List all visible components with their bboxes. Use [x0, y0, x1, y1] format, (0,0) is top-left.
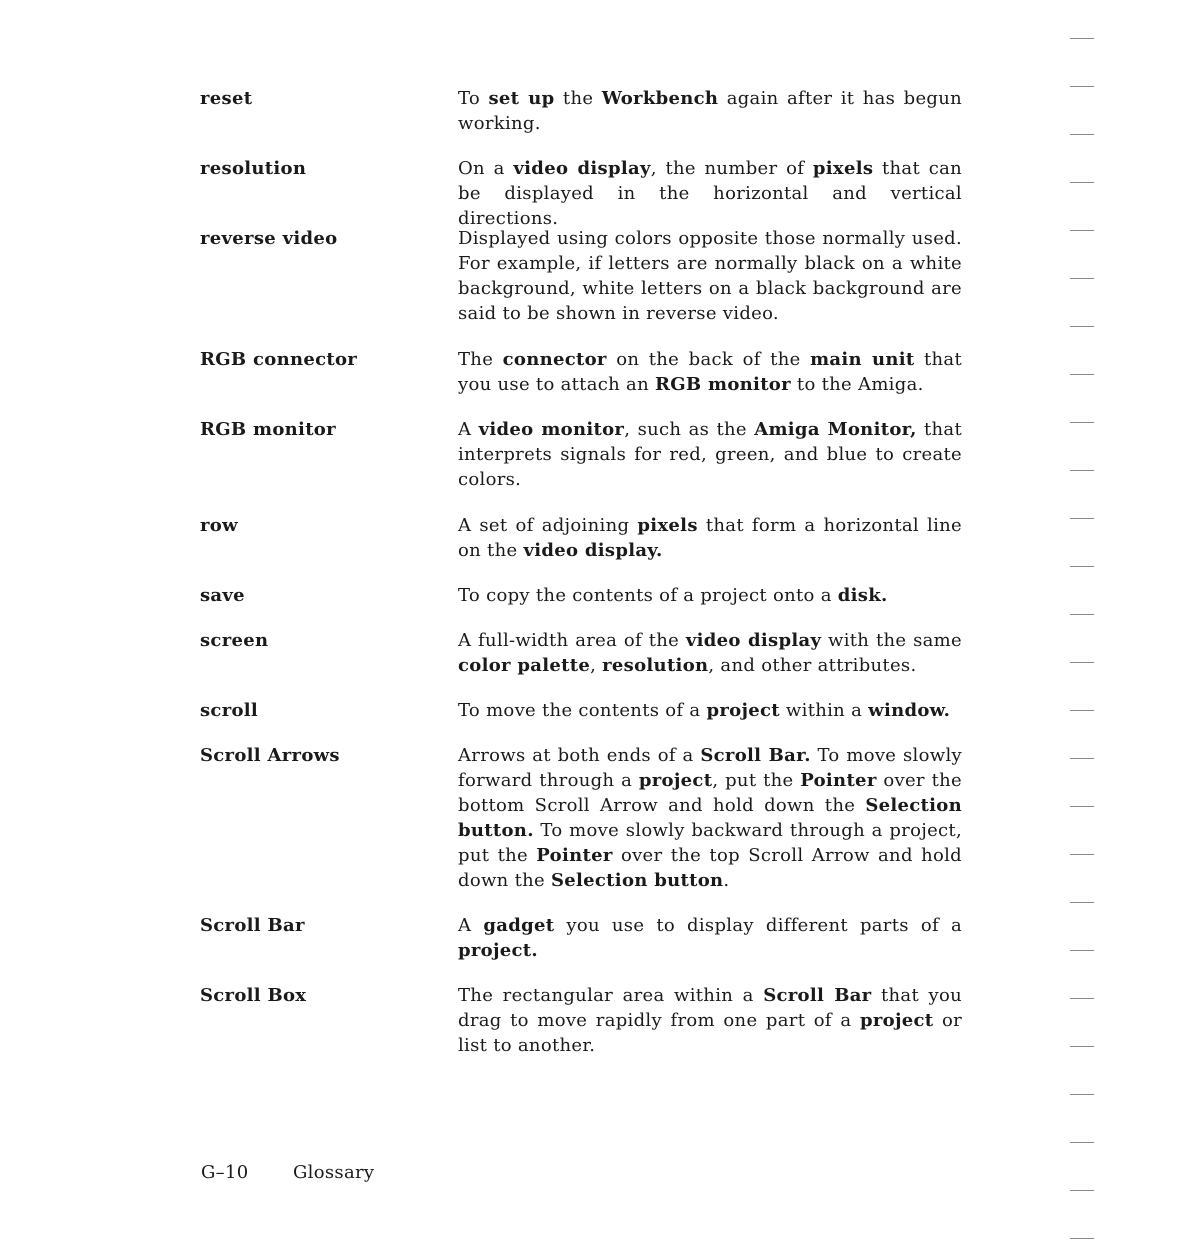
edge-mark [1070, 806, 1094, 807]
definition-text: over the top Scroll Arrow and hold down the [458, 845, 962, 891]
edge-mark [1070, 518, 1094, 519]
glossary-crossref: Scroll Bar [763, 985, 872, 1006]
glossary-term: resolution [200, 158, 307, 179]
glossary-definition [458, 86, 962, 136]
glossary-crossref: set up [488, 88, 555, 109]
glossary-definition [458, 513, 962, 563]
glossary-crossref: video display. [523, 540, 663, 561]
definition-text: A [458, 419, 479, 440]
glossary-definition [458, 743, 962, 893]
definition-text: with the same [821, 630, 962, 651]
edge-mark [1070, 998, 1094, 999]
page-footer [201, 1160, 374, 1185]
glossary-definition [458, 983, 962, 1058]
glossary-term: reset [200, 88, 253, 109]
edge-mark [1070, 374, 1094, 375]
glossary-crossref: Pointer [800, 770, 877, 791]
edge-mark [1070, 902, 1094, 903]
glossary-definition [458, 583, 962, 608]
page-edge-marks [1068, 0, 1098, 1258]
edge-mark [1070, 230, 1094, 231]
glossary-crossref: Pointer [536, 845, 613, 866]
definition-text: , and other attributes. [708, 655, 917, 676]
edge-mark [1070, 1190, 1094, 1191]
glossary-crossref: video display [685, 630, 822, 651]
edge-mark [1070, 710, 1094, 711]
definition-text: that can be displayed in the horizontal and vertical directions. [458, 158, 962, 229]
definition-text: to the Amiga. [790, 374, 924, 395]
definition-text: A set of adjoining [458, 515, 638, 536]
definition-text: that you drag to move rapidly from one part of a [458, 985, 962, 1031]
glossary-crossref: RGB monitor [655, 374, 791, 395]
glossary-term: RGB monitor [200, 419, 336, 440]
glossary-term: Scroll Bar [200, 915, 305, 936]
glossary-term: reverse video [200, 228, 338, 249]
definition-text: Displayed using colors opposite those normally used. For example, if letters are normally black on a white background, white letters on a black background are said to be shown in reverse video. [458, 228, 962, 324]
definition-text: that interprets signals for red, green, and blue to create colors. [458, 419, 962, 490]
glossary-crossref: resolution [602, 655, 709, 676]
glossary-crossref: Scroll Bar. [700, 745, 811, 766]
definition-text: within a [779, 700, 869, 721]
edge-mark [1070, 614, 1094, 615]
glossary-term: scroll [200, 700, 259, 721]
edge-mark [1070, 422, 1094, 423]
edge-mark [1070, 326, 1094, 327]
glossary-crossref: main unit [810, 349, 915, 370]
definition-text: Arrows at both ends of a [458, 745, 701, 766]
edge-mark [1070, 950, 1094, 951]
glossary-crossref: pixels [637, 515, 698, 536]
edge-mark [1070, 854, 1094, 855]
glossary-crossref: video display [513, 158, 651, 179]
glossary-definition [458, 698, 962, 723]
edge-mark [1070, 758, 1094, 759]
glossary-term: save [200, 585, 245, 606]
definition-text: . [723, 870, 730, 891]
definition-text: over the bottom Scroll Arrow and hold down the [458, 770, 962, 816]
edge-mark [1070, 1094, 1094, 1095]
edge-mark [1070, 470, 1094, 471]
glossary-crossref: Selection button [550, 870, 724, 891]
edge-mark [1070, 1238, 1094, 1239]
glossary-crossref: video monitor [478, 419, 625, 440]
definition-text: , put the [712, 770, 801, 791]
glossary-term: row [200, 515, 238, 536]
glossary-crossref: Amiga Monitor, [754, 419, 917, 440]
edge-mark [1070, 38, 1094, 39]
definition-text: A [458, 915, 484, 936]
definition-text: To copy the contents of a project onto a [458, 585, 838, 606]
edge-mark [1070, 662, 1094, 663]
glossary-definition [458, 913, 962, 963]
definition-text: , such as the [624, 419, 755, 440]
definition-text: or list to another. [458, 1010, 962, 1056]
definition-text: , the number of [650, 158, 813, 179]
definition-text: On a [458, 158, 514, 179]
glossary-crossref: connector [502, 349, 607, 370]
glossary-term: Scroll Box [200, 985, 307, 1006]
glossary-term: RGB connector [200, 349, 358, 370]
glossary-definition [458, 347, 962, 397]
glossary-crossref: pixels [812, 158, 874, 179]
edge-mark [1070, 86, 1094, 87]
glossary-crossref: disk. [837, 585, 888, 606]
page-number: G–10 [201, 1162, 249, 1183]
definition-text: again after it has begun working. [458, 88, 963, 134]
glossary-crossref: project [638, 770, 713, 791]
glossary-crossref: Workbench [601, 88, 719, 109]
glossary-term: screen [200, 630, 269, 651]
glossary-term: Scroll Arrows [200, 745, 340, 766]
definition-text: that you use to attach an [458, 349, 962, 395]
glossary-crossref: Selection button. [458, 795, 962, 841]
edge-mark [1070, 134, 1094, 135]
glossary-definition [458, 628, 962, 678]
glossary-crossref: project [706, 700, 780, 721]
glossary-definition [458, 417, 962, 492]
definition-text: , [590, 655, 603, 676]
edge-mark [1070, 1142, 1094, 1143]
glossary-crossref: project [859, 1010, 934, 1031]
edge-mark [1070, 1046, 1094, 1047]
glossary-crossref: window. [868, 700, 951, 721]
edge-mark [1070, 566, 1094, 567]
glossary-definition [458, 226, 962, 326]
definition-text: To move slowly backward through a project, put the [458, 820, 962, 866]
definition-text: The rectangular area within a [458, 985, 764, 1006]
definition-text: that form a horizontal line on the [458, 515, 962, 561]
edge-mark [1070, 182, 1094, 183]
edge-mark [1070, 278, 1094, 279]
definition-text: The [458, 349, 503, 370]
glossary-crossref: gadget [483, 915, 555, 936]
definition-text: To [458, 88, 489, 109]
section-title: Glossary [293, 1162, 375, 1183]
glossary-crossref: color palette [458, 655, 591, 676]
definition-text: the [554, 88, 602, 109]
glossary-crossref: project. [458, 940, 538, 961]
glossary-definition [458, 156, 962, 231]
definition-text: on the back of the [606, 349, 811, 370]
definition-text: To move slowly forward through a [458, 745, 962, 791]
definition-text: To move the contents of a [458, 700, 707, 721]
definition-text: you use to display different parts of a [554, 915, 962, 936]
definition-text: A full-width area of the [458, 630, 686, 651]
